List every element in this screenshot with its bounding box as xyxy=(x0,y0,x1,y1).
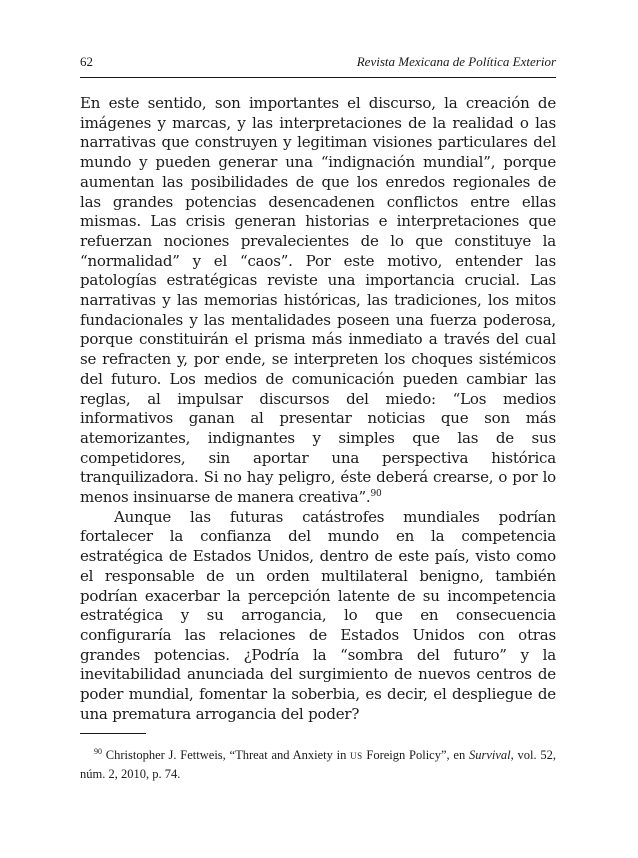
paragraph-2: Aunque las futuras catástrofes mundiales podrían fortalecer la confianza del mundo en la competencia estratégica de Estados Unidos, dentro de este país, visto como el responsable de un orden multilateral benigno, también podrían exacerbar la percepción latente de su incompetencia estratégica y su arrogancia, lo que en consecuencia configuraría las relaciones de Estados Unidos con otras grandes potencias. ¿Podría la “sombra del futuro” y la inevitabilidad anunciada del surgimiento de nuevos centros de poder mundial, fomentar la soberbia, es decir, el despliegue de una prematura arrogancia del poder? xyxy=(80,507,556,723)
running-header xyxy=(80,54,556,74)
footnote-text-after: , vol. 52, núm. 2, 2010, p. 74. xyxy=(80,748,557,782)
footnote-text-before: Christopher J. Fettweis, “Threat and Anxiety in xyxy=(105,748,347,763)
paragraph-1-text: En este sentido, son importantes el discurso, la creación de imágenes y marcas, y las interpretaciones de la realidad o las narrativas que construyen y legitiman visiones particulares del mundo y pueden generar una “indignación mundial”, porque aumentan las posibilidades de que los enredos regionales de las grandes potencias desencadenen conflictos entre ellas mismas. Las crisis generan historias e interpretaciones que refuerzan nociones prevalecientes de lo que constituye la “normalidad” y el “caos”. Por este motivo, entender las patologías estratégicas reviste una importancia crucial. Las narrativas y las memorias históricas, las tradiciones, los mitos fundacionales y las mentalidades poseen una fuerza poderosa, porque constituirán el prisma más inmediato a través del cual se refracten y, por ende, se interpreten los choques sistémicos del futuro. Los medios de comunicación pueden cambiar las reglas, al impulsar discursos del miedo: “Los medios informativos ganan al presentar noticias que son más atemorizantes, indignantes y simples que las de sus competidores, sin aportar una perspectiva histórica tranquilizadora. Si no hay peligro, éste deberá crearse, o por lo menos insinuarse de manera creativa”. xyxy=(80,94,556,507)
document-page xyxy=(80,0,556,858)
footnote-us-abbrev: US xyxy=(350,751,363,762)
journal-title: Revista Mexicana de Política Exterior xyxy=(356,54,556,69)
footnote xyxy=(80,743,556,783)
footnote-rule xyxy=(80,733,146,734)
body-text xyxy=(80,94,556,725)
footnote-journal-name: Survival xyxy=(468,748,511,763)
footnote-text-middle: Foreign Policy”, en xyxy=(366,748,466,763)
paragraph-1 xyxy=(80,94,556,508)
header-rule xyxy=(80,77,556,78)
footnote-reference[interactable]: 90 xyxy=(370,489,382,500)
page-number: 62 xyxy=(80,54,93,69)
footnote-number: 90 xyxy=(94,747,102,756)
